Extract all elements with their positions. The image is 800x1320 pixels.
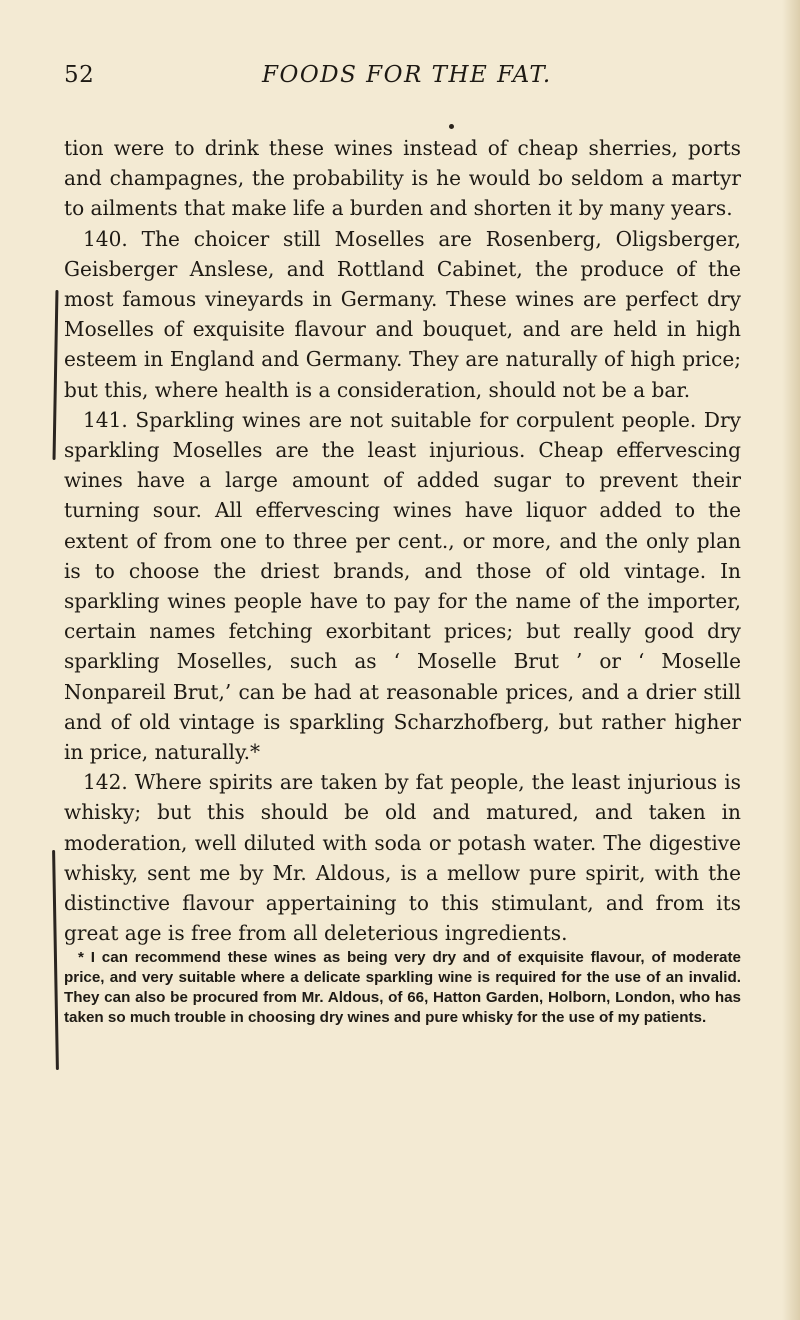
- footnote: * I can recommend these wines as being very dry and of exquisite flavour, of moderate price, and very suitable where a delicate sparkling wine is required for the use of an invalid. They can also be procured from Mr. Aldous, of 66, Hatton Garden, Holborn, London, who has taken so much trouble in choosing dry wines and pure whisky for the use of my patients.: [64, 949, 741, 1026]
- body-text: [64, 133, 741, 1028]
- paragraph-continuation: tion were to drink these wines instead of cheap sherries, ports and champagnes, the probability is he would bo seldom a martyr to ailments that make life a burden and shorten it by many years.: [64, 136, 741, 221]
- paragraph-142: 142. Where spirits are taken by fat people, the least injurious is whisky; but this should be old and matured, and taken in moderation, well diluted with soda or potash water. The digestive whisky, sent me by Mr. Aldous, is a mellow pure spirit, with the distinctive flavour appertaining to this stimulant, and from its great age is free from all deleterious ingredients.: [64, 770, 741, 946]
- page-edge-shadow: [782, 0, 800, 1320]
- running-title: FOODS FOR THE FAT.: [262, 62, 552, 88]
- ink-dot: [449, 124, 454, 129]
- page-header: [64, 62, 744, 102]
- paragraph-140: 140. The choicer still Moselles are Rosenberg, Oligsberger, Geisberger Anslese, and Rottland Cabinet, the produce of the most famous vineyards in Germany. These wines are perfect dry Moselles of exquisite flavour and bouquet, and are held in high esteem in England and Germany. They are naturally of high price; but this, where health is a consideration, should not be a bar.: [64, 226, 741, 402]
- margin-mark-2: [52, 850, 59, 1070]
- page-number: 52: [64, 62, 95, 88]
- margin-mark-1: [53, 290, 59, 460]
- paragraph-141: 141. Sparkling wines are not suitable for corpulent people. Dry sparkling Moselles are the least injurious. Cheap effervescing wines have a large amount of added sugar to prevent their turning sour. All effervescing wines have liquor added to the extent of from one to three per cent., or more, and the only plan is to choose the driest brands, and those of old vintage. In sparkling wines people have to pay for the name of the importer, certain names fetching exorbitant prices; but really good dry sparkling Moselles, such as ‘ Moselle Brut ’ or ‘ Moselle Nonpareil Brut,’ can be had at reasonable prices, and a drier still and of old vintage is sparkling Scharzhofberg, but rather higher in price, naturally.*: [64, 407, 741, 765]
